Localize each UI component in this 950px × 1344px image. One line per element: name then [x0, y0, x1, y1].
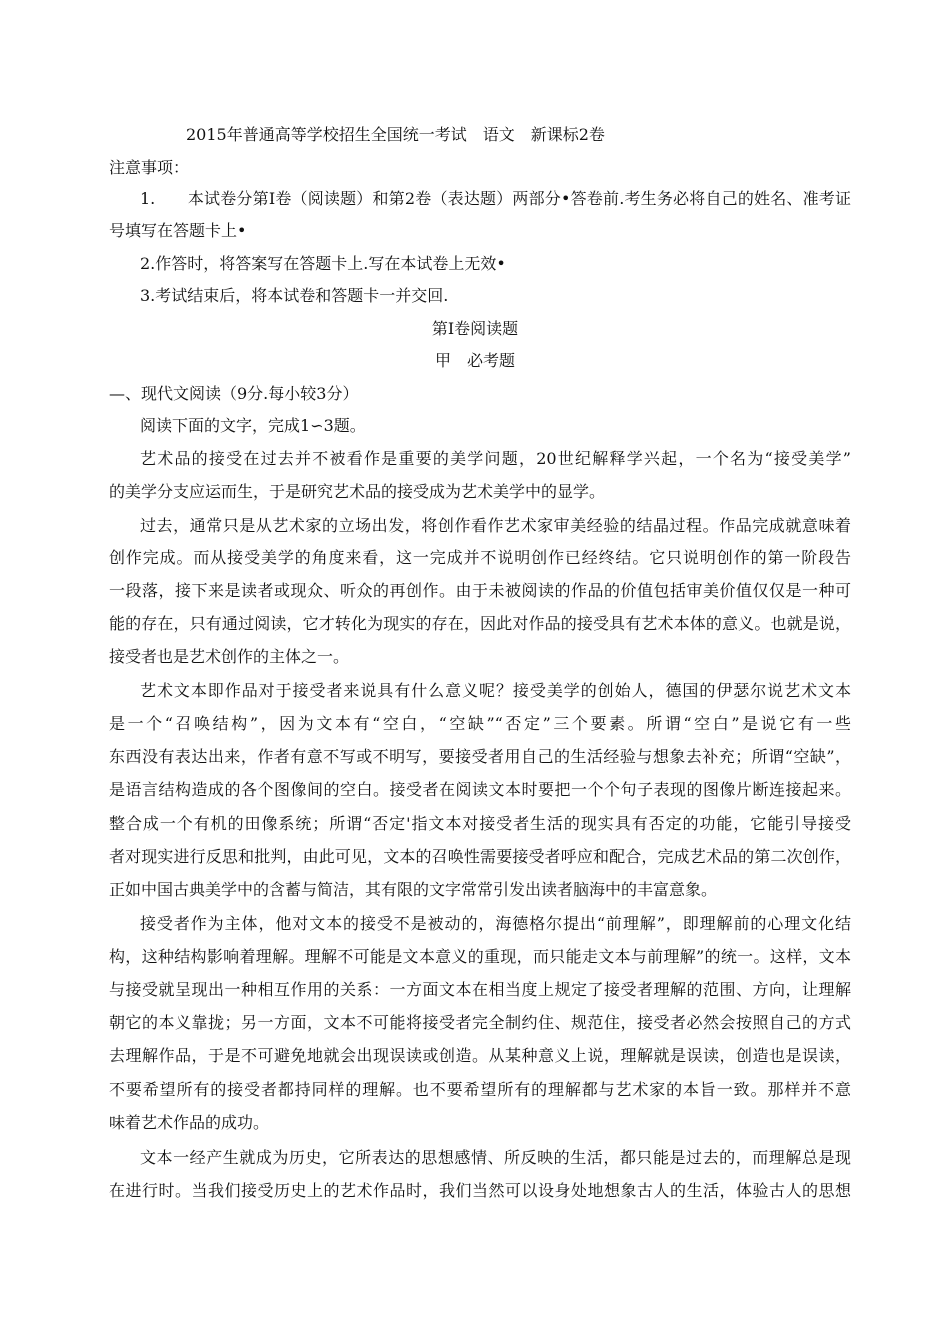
paragraph-line: 整合成一个有机的田像系统；所谓“否定'指文本对接受者生活的现实具有否定的功能，它能引导接受 [109, 814, 851, 833]
paragraph-line: 艺术文本即作品对于接受者来说具有什么意义呢？接受美学的创始人，德国的伊瑟尔说艺术文本 [140, 681, 851, 700]
paragraph-line: 去理解作品，于是不可避免地就会出现误读或创造。从某种意义上说，理解就是误读，创造也是误读， [109, 1046, 851, 1065]
paragraph-line: 创作完成。而从接受美学的角度来看，这一完成并不说明创作已经终结。它只说明创作的第一阶段告 [109, 548, 851, 567]
paragraph-line: 味着艺术作品的成功。 [109, 1113, 270, 1132]
paragraph-line: 过去，通常只是从艺术家的立场出发，将创作看作艺术家审美经验的结晶过程。作品完成就意味着 [140, 516, 851, 535]
reading-instruction: 阅读下面的文字，完成1∽3题。 [140, 416, 366, 435]
paragraph-line: 东西没有表达出来，作者有意不写或不明写，要接受者用自己的生活经验与想象去补充；所谓“空缺”， [109, 747, 851, 766]
paragraph-line: 者对现实进行反思和批判，由此可见，文本的召唤性需要接受者呼应和配合，完成艺术品的第二次创作， [109, 847, 851, 866]
paragraph-line: 在进行时。当我们接受历史上的艺术作品时，我们当然可以设身处地想象古人的生活，体验古人的思想 [109, 1181, 851, 1200]
paragraph-line: 能的存在，只有通过阅读，它才转化为现实的存在，因此对作品的接受具有艺术本体的意义。也就是说， [109, 614, 851, 633]
part-title: 第I卷阅读题 [431, 319, 519, 338]
paragraph-line: 构，这种结构影响着理解。理解不可能是文本意义的重现，而只能走文本与前理解”的统一。这样，文本 [109, 947, 851, 966]
notice-item-1: 1. 本试卷分第I卷（阅读题）和第2卷（表达题）两部分•答卷前.考生务必将自己的姓名、准考证 [140, 189, 851, 208]
paragraph-line: 朝它的本义靠拢；另一方面，文本不可能将接受者完全制约住、规范住，接受者必然会按照自己的方式 [109, 1013, 851, 1032]
paragraph-line: 是语言结构造成的各个图像间的空白。接受者在阅读文本时要把一个个句子表现的图像片断连接起来。 [109, 780, 851, 799]
sub-title: 甲 必考题 [434, 351, 515, 370]
paragraph-line: 文本一经产生就成为历史，它所表达的思想感情、所反映的生活，都只能是过去的，而理解总是现 [140, 1148, 851, 1167]
paragraph-line: 一段落，接下来是读者或现众、听众的再创作。由于未被阅读的作品的价值包括审美价值仅仅是一种可 [109, 581, 851, 600]
notice-heading: 注意事项： [109, 158, 190, 177]
exam-title: 2015年普通高等学校招生全国统一考试 语文 新课标2卷 [186, 125, 605, 144]
section-heading: —、现代文阅读（9分.每小较3分） [109, 384, 359, 403]
paragraph-line: 接受者作为主体，他对文本的接受不是被动的，海德格尔提出“前理解”，即理解前的心理文化结 [140, 914, 851, 933]
paragraph-line: 接受者也是艺术创作的主体之一。 [109, 647, 350, 666]
paragraph-line: 艺术品的接受在过去并不被看作是重要的美学问题，20世纪解释学兴起，一个名为“接受美学” [140, 449, 851, 468]
paragraph-line: 是一个“召唤结构”，因为文本有“空白，“空缺”“否定”三个要素。所谓“空白”是说它有一些 [109, 714, 851, 733]
notice-item-3: 3.考试结束后，将本试卷和答题卡一并交回. [140, 286, 449, 305]
paragraph-line: 的美学分支应运而生，于是研究艺术品的接受成为艺术美学中的显学。 [109, 482, 606, 501]
paragraph-line: 与接受就呈现出一种相互作用的关系：一方面文本在相当度上规定了接受者理解的范围、方向，让理解 [109, 980, 851, 999]
paragraph-line: 正如中国古典美学中的含蓄与简洁，其有限的文字常常引发出读者脑海中的丰富意象。 [109, 880, 718, 899]
notice-item-2: 2.作答时，将答案写在答题卡上.写在本试卷上无效• [140, 254, 506, 273]
paragraph-line: 不要希望所有的接受者都持同样的理解。也不要希望所有的理解都与艺术家的本旨一致。那样并不意 [109, 1080, 851, 1099]
notice-item-1-continued: 号填写在答题卡上• [109, 221, 247, 240]
